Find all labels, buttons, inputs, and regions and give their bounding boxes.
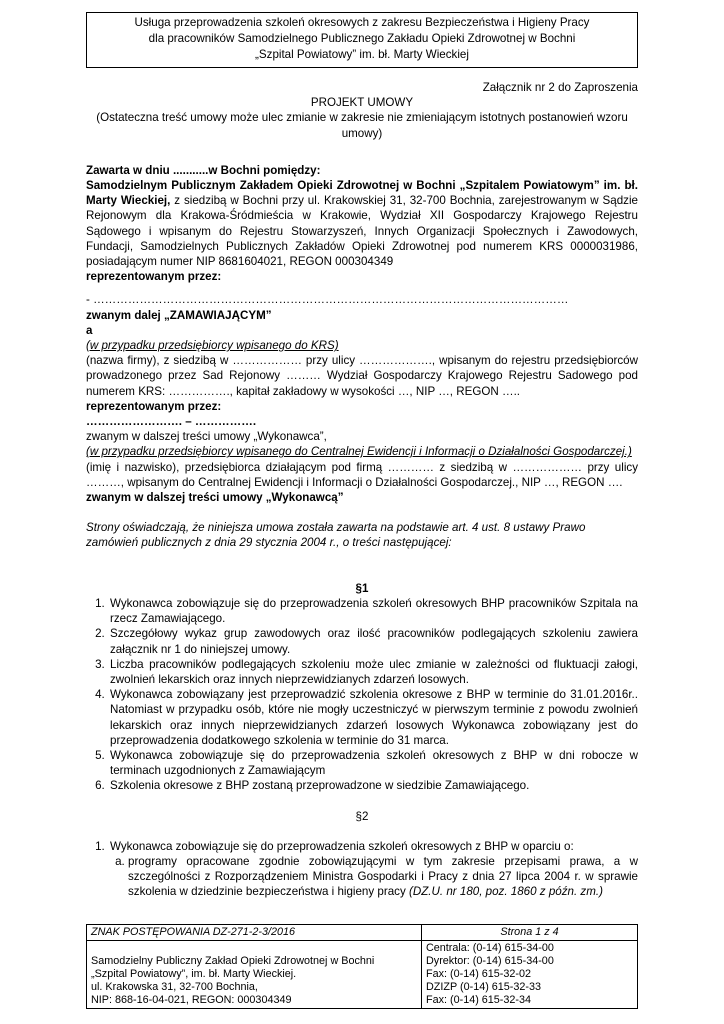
case-number: ZNAK POSTĘPOWANIA DZ-271-2-3/2016 <box>87 925 422 941</box>
header-line-3: „Szpital Powiatowy” im. bł. Marty Wieckiej <box>255 48 469 61</box>
footer-contact-line: DZIZP (0-14) 615-32-33 <box>426 981 542 993</box>
footer-address-line-4: NIP: 868-16-04-021, REGON: 000304349 <box>91 994 292 1006</box>
footer-contact-line: Dyrektor: (0-14) 615-34-00 <box>426 955 554 967</box>
party-name: Samodzielnym Publicznym Zakładem Opieki Zdrowotnej w Bochni „Szpitalem Powiatowym” im. bł. Marty Wieckiej, <box>86 179 638 208</box>
footer-address-line-1: Samodzielny Publiczny Zakład Opieki Zdrowotnej w Bochni <box>91 955 375 967</box>
footer-contact-line: Fax: (0-14) 615-32-34 <box>426 994 532 1006</box>
section-2-sublist <box>110 854 638 900</box>
page-footer <box>86 924 638 1009</box>
representative-dash-line: - …………………………………………………………………………………………………………… <box>86 293 569 307</box>
document-body <box>86 80 638 900</box>
ceidg-paragraph: (imię i nazwisko), przedsiębiorca działającym pod firmą ………… z siedzibą w ……………… przy ulicy ………, wpisanym do Centralnej Ewidencji i Informacji o Działalności Gospodarczej., NIP …, REGON …. <box>86 460 638 489</box>
party-paragraph <box>86 178 638 269</box>
list-item <box>128 854 638 900</box>
list-item: 6. Szkolenia okresowe z BHP zostaną przeprowadzone w siedzibie Zamawiającego. <box>108 778 638 793</box>
header-line-2: dla pracowników Samodzielnego Publicznego Zakładu Opieki Zdrowotnej w Bochni <box>148 32 576 45</box>
list-item: 2. Szczegółowy wykaz grup zawodowych oraz ilość pracowników podlegających szkoleniu zawiera załącznik nr 1 do niniejszej umowy. <box>108 626 638 656</box>
section-1-list <box>86 596 638 794</box>
header-line-1: Usługa przeprowadzenia szkoleń okresowych z zakresu Bezpieczeństwa i Higieny Pracy <box>134 16 590 29</box>
sub-item-a-text: programy opracowane zgodnie zobowiązującymi w tym zakresie przepisami prawa, a w szczególności z Rozporządzeniem Ministra Gospodarki i Pracy z dnia 27 lipca 2004 r. w sprawie szkolenia w dziedzinie bezpieczeństwa i higieny pracy <box>128 854 638 899</box>
section-2-item-1-text: Wykonawca zobowiązuje się do przeprowadzenia szkoleń okresowych z BHP w oparciu o: <box>110 839 574 853</box>
case-krs-label: (w przypadku przedsiębiorcy wpisanego do KRS) <box>86 339 339 353</box>
section-2-title: §2 <box>355 809 369 823</box>
case-ceidg-label: (w przypadku przedsiębiorcy wpisanego do Centralnej Ewidencji i Informacji o Działalności Gospodarczej.) <box>86 445 632 459</box>
page-number: Strona 1 z 4 <box>422 925 638 941</box>
declaration-paragraph: Strony oświadczają, że niniejsza umowa została zawarta na podstawie art. 4 ust. 8 ustawy Prawo zamówień publicznych z dnia 29 stycznia 2004 r., o treści następującej: <box>86 521 586 550</box>
footer-address-line-3: ul. Krakowska 31, 32-700 Bochnia, <box>91 981 258 993</box>
footer-contact-line: Centrala: (0-14) 615-34-00 <box>426 942 554 954</box>
party-details: z siedzibą w Bochni przy ul. Krakowskiej 31, 32-700 Bochnia, zarejestrowanym w Sądzie Rejonowym dla Krakowa-Śródmieścia w Krakowie, Wydział XII Gospodarczy Krajowego Rejestru Sądowego i wpisanym do Rejestru Stowarzyszeń, Innych Organizacji Społecznych i Zawodowych, Fundacji, Samodzielnych Publicznych Zakładów Opieki Zdrowotnej pod numerem KRS 0000031986, posiadającym numer NIP 8681604021, REGON 000304349 <box>86 194 638 269</box>
list-item: 1. Wykonawca zobowiązuje się do przeprowadzenia szkoleń okresowych BHP pracowników Szpitala na rzecz Zamawiającego. <box>108 596 638 626</box>
called-zamawiajacy: zwanym dalej „ZAMAWIAJĄCYM” <box>86 308 272 322</box>
concluded-line: Zawarta w dniu ...........w Bochni pomiędzy: <box>86 163 321 177</box>
represented-by-label-2: reprezentowanym przez: <box>86 399 222 413</box>
section-2-list <box>86 839 638 900</box>
list-item: 5. Wykonawca zobowiązuje się do przeprowadzenia szkoleń okresowych z BHP w dni robocze w terminach uzgodnionych z Zamawiającym <box>108 748 638 778</box>
list-item <box>108 839 638 900</box>
attachment-label: Załącznik nr 2 do Zaproszenia <box>482 81 638 94</box>
footer-contact-line: Fax: (0-14) 615-32-02 <box>426 968 532 980</box>
sub-item-a-reference: (DZ.U. nr 180, poz. 1860 z późn. zm.) <box>408 885 603 899</box>
list-item: 3. Liczba pracowników podlegających szkoleniu może ulec zmianie w zależności od fluktuacji załogi, zwolnień lekarskich oraz innych nieprzewidzianych zdarzeń losowych. <box>108 657 638 687</box>
footer-address-line-2: „Szpital Powiatowy”, im. bł. Marty Wieckiej. <box>91 968 297 980</box>
representative-dots: ……………………. – ……………. <box>86 415 257 429</box>
footer-contacts <box>422 941 638 1009</box>
footer-address <box>87 941 422 1009</box>
and-label: a <box>86 323 93 337</box>
document-subtitle: (Ostateczna treść umowy może ulec zmianie w zakresie nie zmieniającym istotnych postanowień wzoru umowy) <box>96 111 628 140</box>
section-1-title: §1 <box>355 581 369 595</box>
list-item: 4. Wykonawca zobowiązany jest przeprowadzić szkolenia okresowe z BHP w terminie do 31.01.2016r.. Natomiast w przypadku osób, które nie mogły uczestniczyć w pierwszym terminie z powodu zwolnień lekarskich oraz innych nieprzewidzianych zdarzeń losowych Wykonawca zobowiązany jest do przeprowadzenia dodatkowego szkolenia w terminie do 31 marca. <box>108 687 638 748</box>
called-wykonawca-plain: zwanym w dalszej treści umowy „Wykonawca”, <box>86 430 327 444</box>
page-header <box>86 12 638 68</box>
document-title: PROJEKT UMOWY <box>310 96 414 110</box>
krs-paragraph: (nazwa firmy), z siedzibą w ……………… przy ulicy ………………., wpisanym do rejestru przedsiębiorców prowadzonego przez Sad Rejonowy ……… Wydział Gospodarczy Krajowego Rejestru Sadowego pod numerem KRS: ……………., kapitał zakładowy w wysokości …, NIP …, REGON ….. <box>86 354 638 398</box>
represented-by-label: reprezentowanym przez: <box>86 270 222 284</box>
called-wykonawca-bold: zwanym w dalszej treści umowy „Wykonawcą” <box>86 491 344 505</box>
